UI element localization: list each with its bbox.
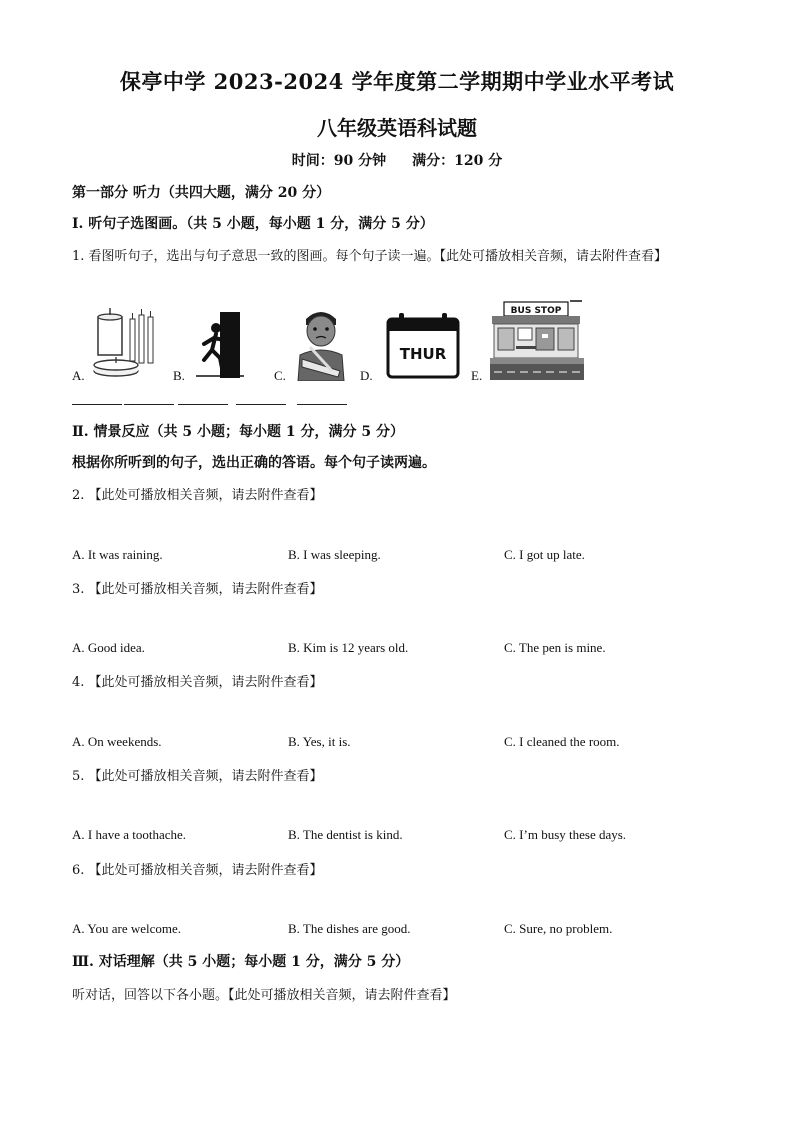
- option-c[interactable]: C. Sure, no problem.: [504, 921, 613, 936]
- answer-blank[interactable]: [72, 404, 122, 405]
- question-stem: 4. 【此处可播放相关音频，请去附件查看】: [72, 675, 323, 690]
- option-a[interactable]: A. I have a toothache.: [72, 827, 187, 842]
- section1-instruction: 1. 看图听句子，选出与句子意思一致的图画。每个句子读一遍。【此处可播放相关音频，请去附件查看】: [72, 249, 668, 264]
- picture-letter-b: B.: [173, 368, 185, 383]
- option-b[interactable]: B. Yes, it is.: [288, 734, 351, 749]
- picture-letter-c: C.: [274, 368, 286, 383]
- option-c[interactable]: C. I cleaned the room.: [504, 734, 620, 749]
- option-c[interactable]: C. I’m busy these days.: [504, 827, 627, 842]
- part1-heading: 第一部分 听力（共四大题，满分 20 分）: [72, 185, 331, 201]
- exam-meta: [0, 150, 794, 170]
- answer-blank[interactable]: [178, 404, 228, 405]
- bus-stop-label: BUS STOP: [510, 306, 562, 316]
- section3-instruction: 听对话，回答以下各小题。【此处可播放相关音频，请去附件查看】: [72, 988, 456, 1003]
- candles-icon: [88, 305, 160, 381]
- option-a[interactable]: A. Good idea.: [72, 640, 145, 655]
- option-b[interactable]: B. The dentist is kind.: [288, 827, 403, 842]
- option-b[interactable]: B. Kim is 12 years old.: [288, 640, 409, 655]
- question-stem: 2. 【此处可播放相关音频，请去附件查看】: [72, 488, 323, 503]
- question-stem: 6. 【此处可播放相关音频，请去附件查看】: [72, 863, 323, 878]
- picture-letter-e: E.: [471, 368, 483, 383]
- option-b[interactable]: B. I was sleeping.: [288, 547, 381, 562]
- exam-time: 时间：90 分钟: [291, 153, 387, 169]
- question-stem: 5. 【此处可播放相关音频，请去附件查看】: [72, 769, 323, 784]
- picture-letter-a: A.: [72, 368, 85, 383]
- picture-letter-d: D.: [360, 368, 373, 383]
- answer-blank[interactable]: [124, 404, 174, 405]
- calendar-thursday-icon: [386, 311, 460, 379]
- exam-title: 保亭中学 2023-2024 学年度第二学期期中学业水平考试: [119, 69, 675, 94]
- section3-heading: Ⅲ. 对话理解（共 5 小题；每小题 1 分，满分 5 分）: [72, 954, 410, 970]
- option-a[interactable]: A. It was raining.: [72, 547, 163, 562]
- section1-heading: I. 听句子选图画。（共 5 小题，每小题 1 分，满分 5 分）: [72, 216, 434, 232]
- answer-blank[interactable]: [236, 404, 286, 405]
- question-stem: 3. 【此处可播放相关音频，请去附件查看】: [72, 582, 323, 597]
- option-a[interactable]: A. You are welcome.: [72, 921, 182, 936]
- section2-heading: Ⅱ. 情景反应（共 5 小题；每小题 1 分，满分 5 分）: [72, 424, 405, 440]
- bus-stop-icon: [490, 298, 584, 382]
- exam-subtitle: 八年级英语科试题: [317, 116, 477, 140]
- answer-blank[interactable]: [297, 404, 347, 405]
- injured-arm-boy-icon: [292, 305, 350, 381]
- calendar-label: THUR: [399, 345, 447, 363]
- exit-door-icon: [190, 308, 248, 380]
- exam-score: 满分：120 分: [412, 153, 503, 169]
- option-c[interactable]: C. I got up late.: [504, 547, 585, 562]
- option-a[interactable]: A. On weekends.: [72, 734, 162, 749]
- section2-instruction: 根据你所听到的句子，选出正确的答语。每个句子读两遍。: [72, 455, 436, 471]
- option-b[interactable]: B. The dishes are good.: [288, 921, 411, 936]
- option-c[interactable]: C. The pen is mine.: [504, 640, 606, 655]
